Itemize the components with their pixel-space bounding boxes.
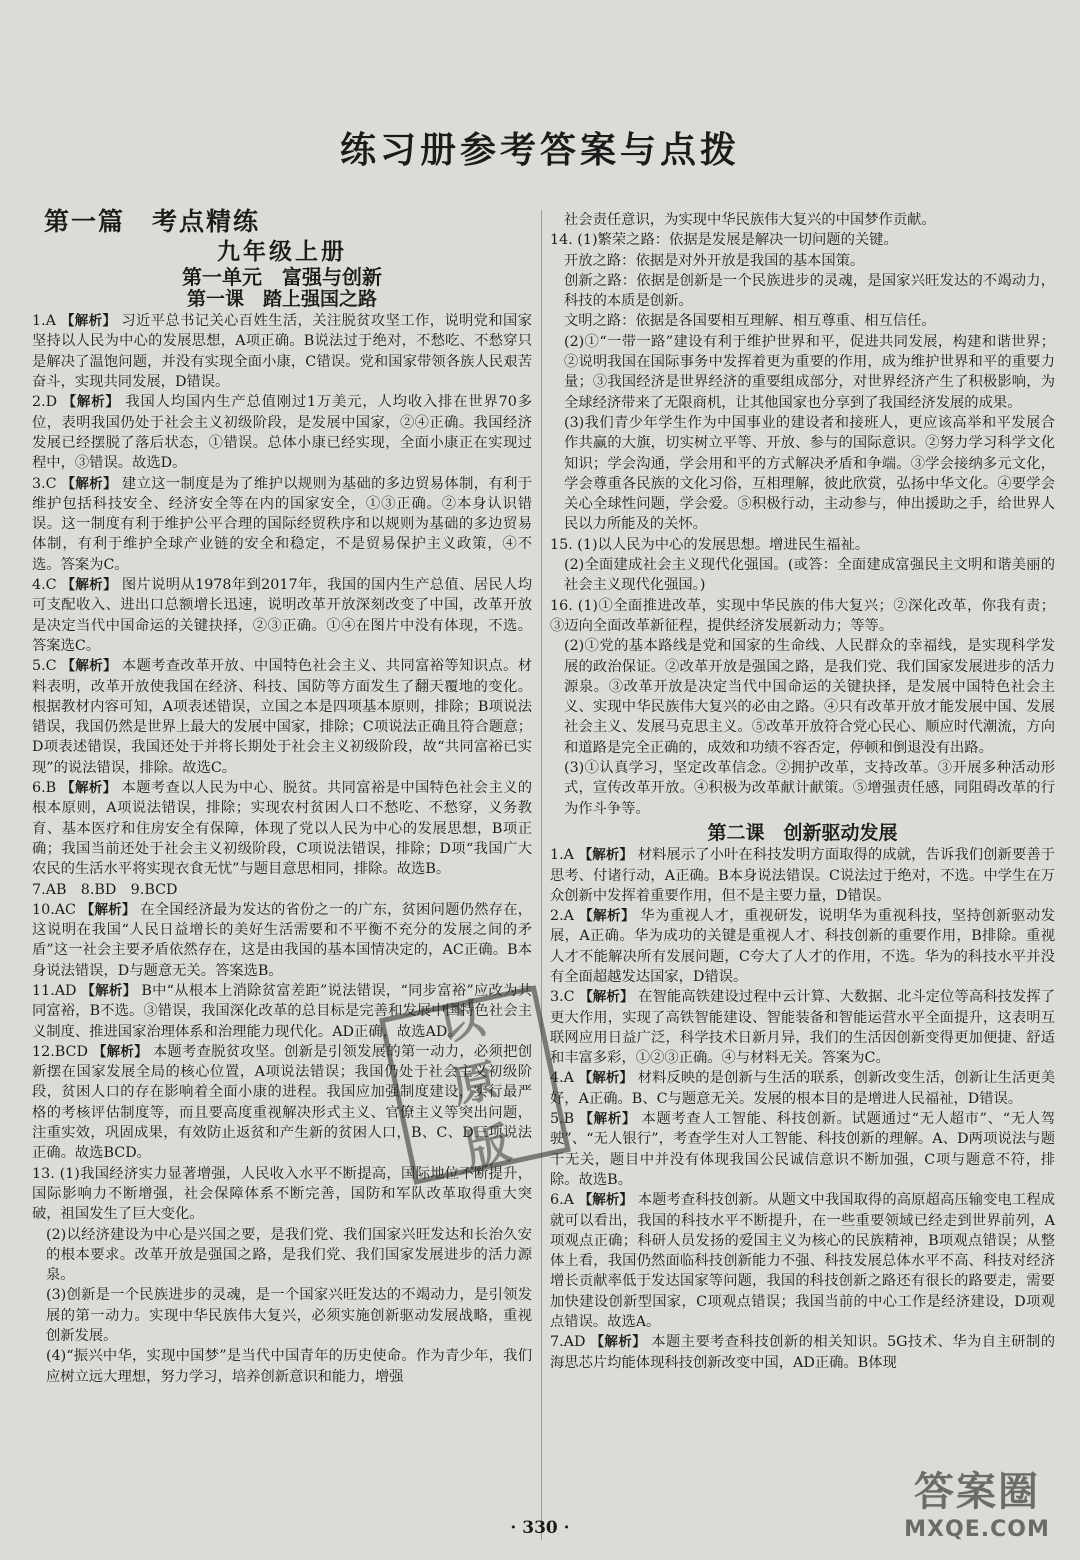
answer-text: 我国人均国内生产总值刚过1万美元，人均收入排在世界70多位，表明我国仍处于社会主义初级阶段，是发展中国家，②④正确。我国经济发展已经摆脱了落后状态，①错误。总体小康已经实现，全面小康正在实现过程中，③错误。故选D。: [32, 394, 533, 472]
answer-number: 10.AC: [32, 901, 77, 918]
lesson-title: 第一课 踏上强国之路: [186, 287, 377, 310]
answer-text: 华为重视人才，重视研发，说明华为重视科技，坚持创新驱动发展，A正确。华为成功的关键是重视人才、科技创新的重要作用，B排除。重视人才不能解决所有发展问题，C夸大了人才的作用，不选。华为的科技水平并没有全面超越发达国家，D错误。: [550, 908, 1056, 985]
answer-paragraph: [550, 555, 1055, 596]
answer-text: 建立这一制度是为了维护以规则为基础的多边贸易体制，有利于维护包括科技安全、经济安全等在内的国家安全，①③正确。②本身认识错误。这一制度有利于维护公平合理的国际经贸秩序和以规则为基础的多边贸易体制，有利于维护全球产业链的安全和稳定，不是贸易保护主义政策，④不选。答案为C。: [32, 475, 533, 573]
answer-number: 4.A: [550, 1070, 574, 1087]
answer-paragraph: [32, 1285, 532, 1346]
grade-title: 九年级上册: [217, 239, 347, 266]
analysis-tag: 【解析】: [578, 1192, 634, 1209]
analysis-tag: 【解析】: [579, 908, 636, 925]
answer-paragraph: [550, 596, 1055, 637]
unit-title: 第一单元 富强与创新: [182, 264, 382, 289]
lesson-2-title: 第二课 创新驱动发展: [707, 821, 898, 844]
answer-paragraph: [32, 880, 532, 900]
analysis-tag: 【解析】: [61, 577, 117, 594]
answer-text: (1)以人民为中心的发展思想。增进民生福祉。: [577, 536, 870, 553]
right-column: [550, 210, 1055, 1373]
analysis-tag: 【解析】: [61, 475, 117, 492]
answer-number: 11.AD: [32, 982, 77, 999]
answer-paragraph: [550, 636, 1055, 758]
answer-number: 6.B: [32, 780, 57, 797]
answer-paragraph: [32, 900, 532, 981]
analysis-tag: 【解析】: [578, 1070, 634, 1087]
watermark-url: MXQE.COM: [904, 1517, 1050, 1542]
answer-text: B中“从根本上消除贫富差距”说法错误，“同步富裕”应改为共同富裕，B不选。③错误，我国深化改革的总目标是完善和发展中国特色社会主义制度、推进国家治理体系和治理能力现代化。AD正确，故选AD。: [32, 982, 533, 1040]
analysis-tag: 【解析】: [80, 901, 136, 918]
answer-text: (1)繁荣之路：依据是发展是解决一切问题的关键。: [577, 232, 898, 249]
answer-text: (3)创新是一个民族进步的灵魂，是一个国家兴旺发达的不竭动力，是引领发展的第一动力。实现中华民族伟大复兴，必须实施创新驱动发展战略，重视创新发展。: [46, 1287, 532, 1345]
answer-text: 习近平总书记关心百姓生活，关注脱贫攻坚工作，说明党和国家坚持以人民为中心的发展思想，A项正确。B说法过于绝对，不愁吃、不愁穿只是解决了温饱问题，并没有实现全面小康，C错误。党和国家带领各族人民艰苦奋斗，实现共同发展，D错误。: [32, 313, 533, 391]
answer-text: (1)我国经济实力显著增强，人民收入水平不断提高，国际地位不断提升，国际影响力不断增强，社会保障体系不断完善，国防和军队改革取得重大突破，祖国发生了巨大变化。: [32, 1165, 533, 1223]
answer-text: (4)“振兴中华，实现中国梦”是当代中国青年的历史使命。作为青少年，我们应树立远大理想，努力学习，培养创新意识和能力，增强: [46, 1348, 532, 1385]
answer-text: 图片说明从1978年到2017年，我国的国内生产总值、居民人均可支配收入、进出口总额增长迅速，说明改革开放深刻改变了中国，改革开放是决定当代中国命运的关键抉择，②③正确。①④在图片中没有体现，不选。答案选C。: [32, 577, 533, 654]
answer-paragraph: [550, 332, 1055, 413]
answer-text: 本题考查脱贫攻坚。创新是引领发展的第一动力，必须把创新摆在国家发展全局的核心位置，A项说法错误；我国仍处于社会主义初级阶段，贫困人口的存在影响着全面小康的进程。我国应加强制度建设，实行最严格的考核评估制度等，而且要高度重视解决形式主义、官僚主义等突出问题，注重实效，巩固成果，有效防止返贫和产生新的贫困人口，B、C、D三项说法正确。故选BCD。: [32, 1043, 533, 1162]
answer-number: 2.A: [550, 908, 574, 925]
answer-number: 6.A: [550, 1192, 574, 1209]
answer-number: 3.C: [32, 475, 57, 492]
answer-text: (2)①“一带一路”建设有利于维护世界和平，促进共同发展，构建和谐世界；②说明我国在国际事务中发挥着更为重要的作用，成为维护世界和平的重要力量；③我国经济是世界经济的重要组成部分，对世界经济产生了积极影响，为全球经济带来了无限商机，让其他国家也分享到了我国经济发展的成果。: [564, 333, 1055, 411]
analysis-tag: 【解析】: [579, 989, 634, 1006]
answer-paragraph: [550, 271, 1055, 312]
answer-text: 本题主要考查科技创新的相关知识。5G技术、华为自主研制的海思芯片均能体现科技创新改变中国，AD正确。B体现: [550, 1334, 1056, 1371]
analysis-tag: 【解析】: [590, 1334, 647, 1351]
answer-paragraph: [550, 1109, 1055, 1190]
answer-text: 本题考查人工智能、科技创新。试题通过“无人超市”、“无人驾驶”、“无人银行”，考查学生对人工智能、科技创新的理解。A、D两项说法与题干无关，题目中并没有体现我国公民诚信意识不断加强，C项与题意不符，排除。故选B。: [550, 1111, 1056, 1188]
answer-text: 社会责任意识，为实现中华民族伟大复兴的中国梦作贡献。: [564, 212, 936, 228]
answer-text: (2)全面建成社会主义现代化强国。(或答：全面建成富强民主文明和谐美丽的社会主义现代化强国。): [564, 557, 1055, 594]
answer-paragraph: [550, 311, 1055, 331]
analysis-tag: 【解析】: [579, 1111, 637, 1128]
answer-text: (2)①党的基本路线是党和国家的生命线、人民群众的幸福线，是实现科学发展的政治保证。②改革开放是强国之路，是我们党、我们国家发展进步的活力源泉。③改革开放是决定当代中国命运的关键抉择，是发展中国特色社会主义、实现中华民族伟大复兴的必由之路。④只有改革开放才能发展中国、发展社会主义、发展马克思主义。⑤改革开放符合党心民心、顺应时代潮流，方向和道路是完全正确的，成效和功绩不容否定，停顿和倒退没有出路。: [564, 638, 1055, 756]
answer-number: 7.AD: [550, 1334, 586, 1351]
answer-paragraph: [550, 1190, 1055, 1332]
answer-paragraph: [550, 1332, 1055, 1373]
answer-text: (3)我们青少年学生作为中国事业的建设者和接班人，更应该高举和平发展合作共赢的大旗，切实树立平等、开放、参与的国际意识。②努力学习科学文化知识；学会沟通，学会用和平的方式解决矛盾和争端。③学会接纳多元文化，学会尊重各民族的文化习俗，互相理解，彼此欣赏，弘扬中华文化。④要学会关心全球性问题，学会爱。⑤积极行动，主动参与，伸出援助之手，给世界人民以力所能及的关怀。: [564, 414, 1055, 533]
answer-paragraph: [32, 311, 532, 392]
answer-paragraph: [32, 656, 532, 778]
site-watermark: [882, 1468, 1072, 1556]
answer-number: 16.: [550, 597, 573, 614]
stamp-char: 以: [434, 992, 489, 1052]
publisher-stamp: [379, 985, 571, 1185]
answer-text: 材料展示了小叶在科技发明方面取得的成就，告诉我们创新要善于思考、付诸行动，A正确。B本身说法错误。C说法过于绝对，不选。中学生在万众创新中发挥着重要作用，但不是主要力量，D错误。: [550, 847, 1056, 904]
analysis-tag: 【解析】: [578, 847, 634, 864]
answer-paragraph: [550, 251, 1055, 271]
answer-number: 7.AB 8.BD 9.BCD: [32, 881, 178, 898]
answer-paragraph: [32, 1346, 532, 1387]
answer-paragraph: [550, 535, 1055, 555]
answer-paragraph: [550, 987, 1055, 1068]
watermark-logo-text: 答案圈: [914, 1469, 1040, 1515]
analysis-tag: 【解析】: [62, 394, 120, 411]
answer-number: 5.B: [550, 1111, 575, 1128]
answer-text: (3)①认真学习，坚定改革信念。②拥护改革，支持改革。③开展多种活动形式，宣传改革开放。④积极为改革献计献策。⑤增强责任感，同阻碍改革的行为作斗争等。: [564, 760, 1055, 817]
stamp-char: 版: [461, 1117, 516, 1177]
answer-paragraph: [550, 758, 1055, 819]
answer-number: 14.: [550, 232, 573, 249]
answer-text: 开放之路：依据是对外开放是我国的基本国策。: [564, 252, 865, 269]
left-answers: [32, 311, 532, 1387]
answer-text: 本题考查科技创新。从题文中我国取得的高原超高压输变电工程成就可以看出，我国的科技水平不断提升，在一些重要领域已经走到世界前列，A项观点正确；科研人员发扬的爱国主义为核心的民族精神，B项观点错误；从整体上看，我国仍然面临科技创新能力不强、科技发展总体水平不高、科技对经济增长贡献率低于发达国家等问题，我国的科技创新之路还有很长的路要走，需要加快建设创新型国家，C项观点错误；我国当前的中心工作是经济建设，D项观点错误。故选A。: [550, 1192, 1056, 1331]
answer-paragraph: [550, 1068, 1055, 1109]
answer-text: 在全国经济最为发达的省份之一的广东，贫困问题仍然存在，这说明在我国“人民日益增长的美好生活需要和不平衡不充分的发展之间的矛盾”这一社会主要矛盾依然存在，这是由我国的基本国情决定的，AC正确。B本身说法错误，D与题意无关。答案选B。: [32, 901, 533, 979]
answer-text: 材料反映的是创新与生活的联系，创新改变生活，创新让生活更美好，A正确。B、C与题意无关。发展的根本目的是增进人民福祉，D错误。: [550, 1070, 1056, 1107]
analysis-tag: 【解析】: [81, 982, 137, 999]
answer-paragraph: [32, 575, 532, 656]
answer-text: (2)以经济建设为中心是兴国之要，是我们党、我们国家兴旺发达和长治久安的根本要求。改革开放是强国之路，是我们党、我们国家发展进步的活力源泉。: [46, 1226, 532, 1284]
answer-paragraph: [550, 210, 1055, 230]
column-divider: [541, 210, 542, 1540]
answer-paragraph: [32, 778, 532, 879]
analysis-tag: 【解析】: [92, 1043, 148, 1060]
answer-paragraph: [32, 1225, 532, 1286]
answer-number: 4.C: [32, 577, 57, 594]
page-number: · 330 ·: [510, 1518, 570, 1538]
right-answers-bottom: [550, 845, 1055, 1373]
left-column: [32, 208, 532, 1387]
answer-number: 12.BCD: [32, 1043, 88, 1060]
answer-paragraph: [550, 906, 1055, 987]
answer-paragraph: [550, 845, 1055, 906]
analysis-tag: 【解析】: [61, 780, 117, 797]
answer-number: 15.: [550, 536, 573, 553]
analysis-tag: 【解析】: [61, 658, 117, 675]
page-title: 练习册参考答案与点拨: [339, 130, 740, 171]
answer-number: 13.: [32, 1165, 55, 1182]
answer-paragraph: [32, 392, 532, 473]
answer-text: 本题考查改革开放、中国特色社会主义、共同富裕等知识点。材料表明，改革开放使我国在经济、科技、国防等方面发生了翻天覆地的变化。根据教材内容可知，A项表述错误，立国之本是四项基本原则，排除；B项说法错误，我国仍然是世界上最大的发展中国家，排除；C项说法正确且符合题意；D项表述错误，我国还处于并将长期处于社会主义初级阶段，故“共同富裕已实现”的说法错误，排除。故选C。: [32, 658, 533, 776]
answer-paragraph: [550, 230, 1055, 250]
stamp-char: 原: [448, 1054, 502, 1115]
answer-text: 文明之路：依据是各国要相互理解、相互尊重、相互信任。: [564, 313, 936, 330]
answer-text: 本题考查以人民为中心、脱贫。共同富裕是中国特色社会主义的根本原则，A项说法错误，排除；实现农村贫困人口不愁吃、不愁穿，义务教育、基本医疗和住房安全有保障，体现了党以人民为中心的发展思想，B项正确；我国当前还处于社会主义初级阶段，C项说法错误，排除；D项“我国广大农民的生活水平将实现衣食无忧”与题目意思相同，排除。故选B。: [32, 780, 533, 878]
answer-number: 3.C: [550, 989, 575, 1006]
part-title: 第一篇 考点精练: [44, 207, 261, 236]
answer-text: 创新之路：依据是创新是一个民族进步的灵魂，是国家兴旺发达的不竭动力，科技的本质是创新。: [564, 272, 1055, 310]
answer-text: (1)①全面推进改革，实现中华民族的伟大复兴；②深化改革，你我有责；③迈向全面改革新征程，提供经济发展新动力；等等。: [550, 597, 1056, 634]
answer-number: 5.C: [32, 658, 57, 675]
answer-text: 在智能高铁建设过程中云计算、大数据、北斗定位等高科技发挥了更大作用，实现了高铁智能建设、智能装备和智能运营水平全面提升，这表明互联网应用日益广泛，科学技术日新月异，我们的生活因创新变得更加便捷、舒适和丰富多彩，①②③正确。④与材料无关。答案为C。: [550, 989, 1056, 1067]
answer-number: 1.A: [550, 847, 574, 864]
analysis-tag: 【解析】: [60, 313, 117, 330]
answer-number: 1.A: [32, 313, 56, 330]
right-answers-top: [550, 210, 1055, 819]
answer-number: 2.D: [32, 394, 58, 411]
answer-paragraph: [550, 413, 1055, 535]
answer-paragraph: [32, 474, 532, 575]
